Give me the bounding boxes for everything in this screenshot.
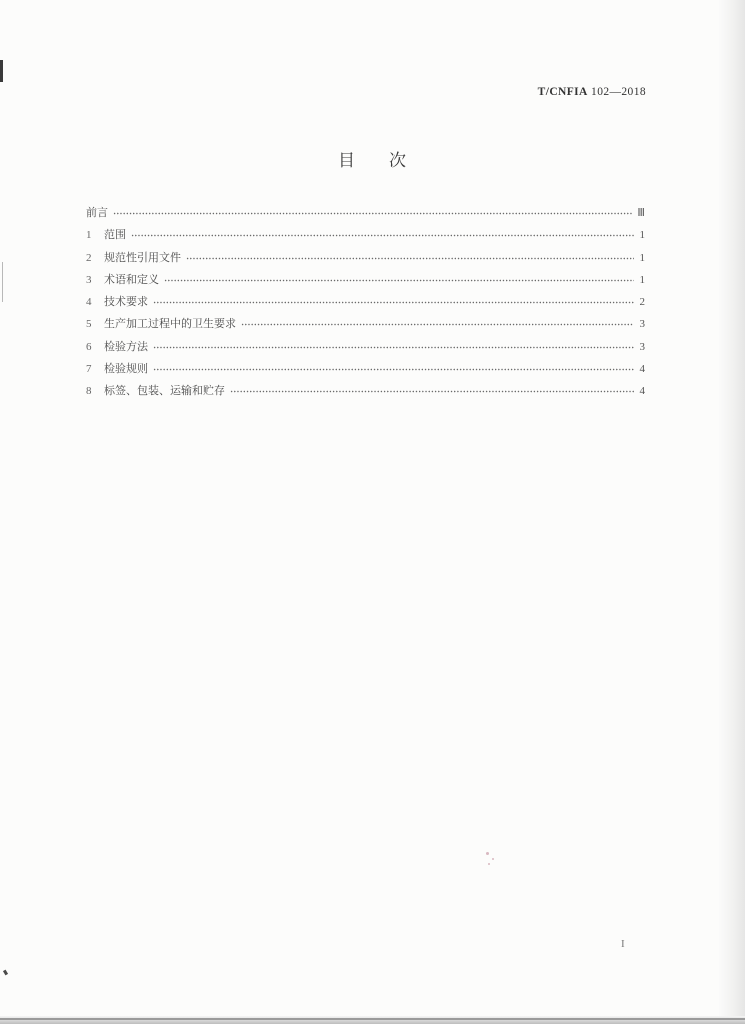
toc-entry-label: 生产加工过程中的卫生要求	[104, 317, 236, 331]
scan-mark	[3, 970, 8, 976]
dot-leader	[164, 277, 634, 283]
toc-entry-number: 5	[86, 318, 92, 331]
toc-entry[interactable]	[86, 271, 645, 293]
toc-entry-label: 技术要求	[104, 295, 148, 309]
toc-entry-page: 1	[639, 229, 645, 242]
page-right-shadow	[719, 0, 745, 1024]
toc-entry[interactable]	[86, 249, 645, 271]
toc-entry-number: 6	[86, 340, 92, 353]
page-bottom-edge-line	[0, 1018, 745, 1020]
toc-entry-page: 3	[639, 318, 645, 331]
paper-speck	[492, 858, 494, 860]
dot-leader	[153, 366, 634, 372]
toc-entry-number: 8	[86, 385, 92, 398]
toc-entry[interactable]	[86, 226, 645, 248]
toc-entry-page: 1	[639, 273, 645, 286]
dot-leader	[241, 321, 634, 327]
standard-code-prefix: T/CNFIA	[537, 86, 588, 98]
toc-entry-label: 范围	[104, 228, 126, 242]
paper-speck	[486, 852, 489, 855]
standard-code-number: 102—2018	[587, 86, 646, 98]
toc-entry-label: 标签、包装、运输和贮存	[104, 384, 225, 398]
toc-entry-number: 3	[86, 273, 92, 286]
toc-entry-label: 前言	[86, 206, 108, 219]
toc-entry-page: 4	[639, 363, 645, 376]
toc-entry-number: 7	[86, 363, 92, 376]
toc-entry-number: 4	[86, 296, 92, 309]
paper-speck	[488, 863, 490, 865]
toc-entry[interactable]	[86, 382, 645, 404]
table-of-contents	[86, 204, 645, 405]
toc-entry-label: 术语和定义	[104, 272, 159, 286]
toc-entry[interactable]	[86, 338, 645, 360]
dot-leader	[131, 232, 634, 238]
toc-entry-page: 3	[639, 340, 645, 353]
toc-entry[interactable]	[86, 204, 645, 226]
standard-code	[538, 86, 646, 98]
page-number: I	[621, 938, 625, 950]
toc-entry[interactable]	[86, 293, 645, 315]
dot-leader	[230, 388, 634, 394]
toc-entry[interactable]	[86, 315, 645, 337]
toc-entry-page: 4	[639, 385, 645, 398]
toc-entry-number: 1	[86, 229, 92, 242]
toc-entry[interactable]	[86, 360, 645, 382]
toc-entry-page: Ⅲ	[637, 207, 645, 219]
toc-entry-label: 检验规则	[104, 362, 148, 376]
toc-title: 目次	[338, 151, 440, 171]
dot-leader	[113, 210, 632, 216]
toc-entry-page: 1	[639, 251, 645, 264]
dot-leader	[186, 255, 634, 261]
toc-entry-page: 2	[639, 296, 645, 309]
toc-entry-label: 规范性引用文件	[104, 250, 181, 264]
scan-mark	[2, 262, 3, 302]
dot-leader	[153, 299, 634, 305]
scan-mark	[0, 60, 3, 82]
toc-entry-number: 2	[86, 251, 92, 264]
toc-entry-label: 检验方法	[104, 339, 148, 353]
dot-leader	[153, 344, 634, 350]
